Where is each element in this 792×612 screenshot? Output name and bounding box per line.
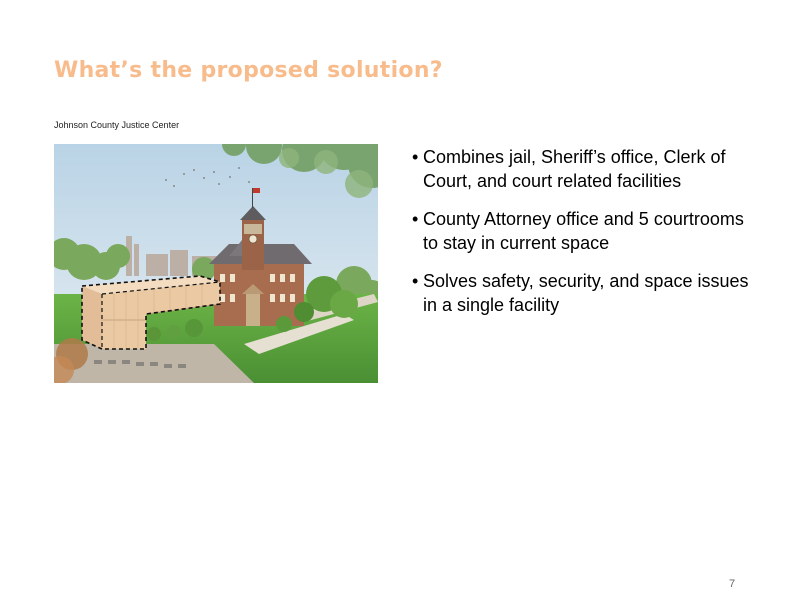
bullet-marker: • (412, 209, 419, 229)
page-number: 7 (729, 578, 736, 590)
bullet-text: County Attorney office and 5 courtrooms to stay in current space (423, 209, 744, 253)
bullet-item-1 (412, 145, 762, 193)
image-caption: Johnson County Justice Center (54, 120, 180, 130)
bullet-marker: • (412, 271, 419, 291)
building-rendering-icon (54, 144, 378, 383)
bullet-text: Solves safety, security, and space issues in a single facility (423, 271, 749, 315)
slide-title: What’s the proposed solution? (54, 58, 443, 83)
bullet-item-3 (412, 269, 762, 317)
bullet-item-2 (412, 207, 762, 255)
bullet-text: Combines jail, Sheriff’s office, Clerk of Court, and court related facilities (423, 147, 726, 191)
bullet-marker: • (412, 147, 419, 167)
justice-center-rendering (54, 144, 378, 383)
bullet-list (412, 145, 762, 331)
